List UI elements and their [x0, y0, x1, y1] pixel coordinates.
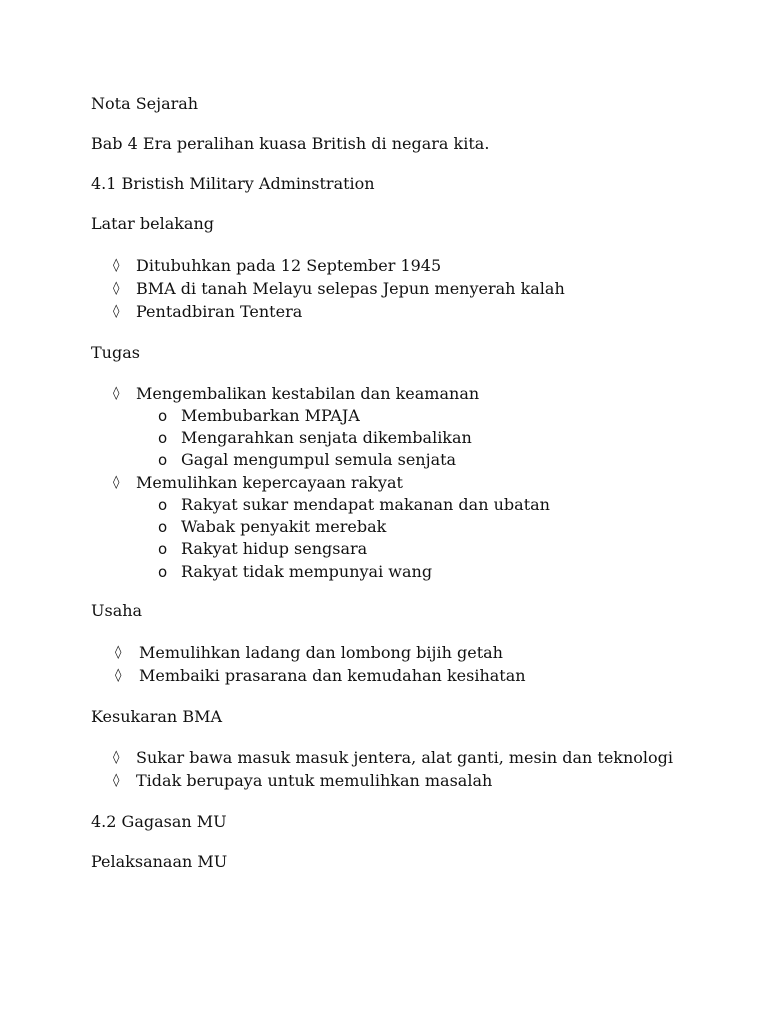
diamond-bullet-icon: ◊ [113, 475, 120, 490]
list-item-text: Tidak berupaya untuk memulihkan masalah [136, 771, 493, 790]
circle-bullet-icon: o [158, 518, 168, 536]
diamond-bullet-icon: ◊ [115, 645, 122, 660]
tugas-heading: Tugas [91, 343, 140, 362]
list-item-text: Mengembalikan kestabilan dan keamanan [136, 384, 480, 403]
list-item-text: Membaiki prasarana dan kemudahan kesihatan [139, 666, 526, 685]
list-item-text: Memulihkan kepercayaan rakyat [136, 473, 403, 492]
sub-list-item-text: Mengarahkan senjata dikembalikan [181, 428, 472, 447]
sub-list-item-text: Rakyat sukar mendapat makanan dan ubatan [181, 495, 550, 514]
usaha-heading: Usaha [91, 601, 143, 620]
circle-bullet-icon: o [158, 496, 168, 514]
circle-bullet-icon: o [158, 540, 168, 558]
kesukaran-heading: Kesukaran BMA [91, 707, 223, 726]
diamond-bullet-icon: ◊ [115, 668, 122, 683]
list-item-text: Ditubuhkan pada 12 September 1945 [136, 256, 442, 275]
circle-bullet-icon: o [158, 563, 168, 581]
section-heading-4-1: 4.1 Bristish Military Adminstration [91, 174, 375, 193]
list-item-text: Sukar bawa masuk masuk jentera, alat ganti, mesin dan teknologi [136, 748, 674, 767]
document-title: Nota Sejarah [91, 94, 199, 113]
list-item-text: BMA di tanah Melayu selepas Jepun menyerah kalah [136, 279, 565, 298]
pelaksanaan-heading: Pelaksanaan MU [91, 852, 228, 871]
latar-heading: Latar belakang [91, 214, 215, 233]
sub-list-item-text: Rakyat hidup sengsara [181, 539, 368, 558]
sub-list-item-text: Wabak penyakit merebak [181, 517, 387, 536]
diamond-bullet-icon: ◊ [113, 258, 120, 273]
sub-list-item-text: Rakyat tidak mempunyai wang [181, 562, 433, 581]
sub-list-item-text: Membubarkan MPAJA [181, 406, 360, 425]
diamond-bullet-icon: ◊ [113, 386, 120, 401]
circle-bullet-icon: o [158, 407, 168, 425]
diamond-bullet-icon: ◊ [113, 750, 120, 765]
circle-bullet-icon: o [158, 429, 168, 447]
list-item-text: Pentadbiran Tentera [136, 302, 303, 321]
diamond-bullet-icon: ◊ [113, 304, 120, 319]
diamond-bullet-icon: ◊ [113, 281, 120, 296]
diamond-bullet-icon: ◊ [113, 773, 120, 788]
section-heading-4-2: 4.2 Gagasan MU [91, 812, 227, 831]
circle-bullet-icon: o [158, 451, 168, 469]
list-item-text: Memulihkan ladang dan lombong bijih getah [139, 643, 503, 662]
sub-list-item-text: Gagal mengumpul semula senjata [181, 450, 457, 469]
chapter-heading: Bab 4 Era peralihan kuasa British di negara kita. [91, 134, 490, 153]
